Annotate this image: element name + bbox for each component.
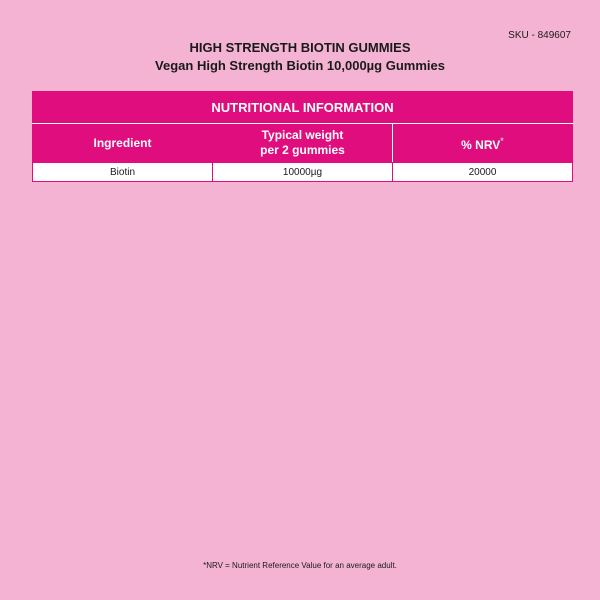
column-header-weight: [213, 124, 393, 163]
cell-ingredient: Biotin: [33, 163, 213, 182]
product-subtitle: Vegan High Strength Biotin 10,000µg Gummies: [155, 58, 445, 73]
product-title: HIGH STRENGTH BIOTIN GUMMIES: [189, 40, 411, 55]
column-header-nrv-label: % NRV: [461, 137, 501, 152]
column-header-nrv: [393, 124, 573, 163]
nrv-footnote: *NRV = Nutrient Reference Value for an average adult.: [203, 561, 397, 570]
nrv-footnote-marker: *: [500, 135, 504, 146]
column-header-weight-line1: Typical weight: [261, 128, 344, 142]
table-row: [33, 163, 573, 182]
column-header-ingredient: Ingredient: [33, 124, 213, 163]
product-titles: [0, 39, 600, 75]
table-heading: NUTRITIONAL INFORMATION: [33, 92, 573, 124]
nutrition-table: [32, 91, 573, 182]
cell-weight: 10000µg: [213, 163, 393, 182]
sku-label: SKU - 849607: [508, 30, 571, 41]
cell-nrv: 20000: [393, 163, 573, 182]
nutrition-table-container: [32, 91, 572, 182]
column-header-weight-line2: per 2 gummies: [260, 143, 345, 157]
